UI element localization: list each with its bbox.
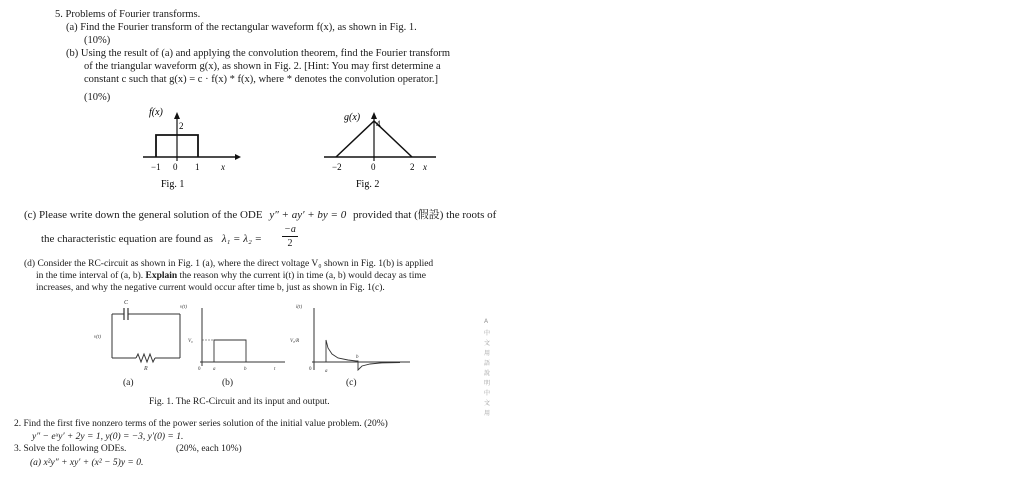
output-level: V₀/R [290,339,300,344]
problem5-b-text-2: of the triangular waveform g(x), as shown in Fig. 2. [Hint: You may first determine a [84,61,441,72]
input-ylabel: v(t) [180,305,187,310]
cap-label: C [124,300,129,306]
output-zero: 0 [309,367,312,372]
output-ylabel: i(t) [296,305,303,310]
fig1-height-label: 2 [179,121,184,131]
fig2-xlabel: x [423,162,427,172]
faint-margin-char: 用 [484,410,491,417]
fig2-tick-0: 0 [371,162,376,172]
input-t: t [274,367,276,372]
fig2-peak-label: 4 [376,119,381,129]
fig2-ylabel: g(x) [344,112,361,123]
subfig-c-label: (c) [346,378,357,388]
faint-margin-char: 中 [484,330,491,337]
faint-margin-char: A [484,318,489,325]
faint-margin-char: 語 [484,360,491,367]
input-v0: V₀ [188,339,193,344]
q3-a-equation: (a) x²y″ + xy′ + (x² − 5)y = 0. [30,458,144,468]
part-d-line2-pre: in the time interval of (a, b). [36,271,144,281]
faint-margin-char: 文 [484,340,491,347]
fig1-caption: Fig. 1 [161,179,185,190]
part-d-line3: increases, and why the negative current would occur after time b, just as shown in Fig. 1(c). [36,283,385,293]
problem5-b-text-1: (b) Using the result of (a) and applying the convolution theorem, find the Fourier transform [66,48,451,59]
input-b: b [244,367,247,372]
input-voltage-plot [180,305,285,372]
fig1-tick-0: 0 [173,162,178,172]
faint-margin-char: 中 [484,390,491,397]
fig2-caption: Fig. 2 [356,179,380,190]
problem5-heading: 5. Problems of Fourier transforms. [55,9,201,20]
resistor-zigzag [136,354,155,362]
part-c-line1 [24,209,496,222]
output-a: a [325,369,328,374]
fig1-ylabel: f(x) [149,107,163,118]
q3-points: (20%, each 10%) [176,444,242,454]
part-d-line1: (d) Consider the RC-circuit as shown in Fig. 1 (a), where the direct voltage V₀ shown in Fig. 1(b) is applied [24,259,434,269]
faint-margin-char: 文 [484,400,491,407]
resistor-label: R [144,366,148,372]
input-a: a [213,367,216,372]
subfig-b-label: (b) [222,378,234,388]
fig1-tick-1: 1 [195,162,200,172]
part-c-roots-intro: the characteristic equation are found as [41,233,213,245]
fig2-triangular-waveform [320,103,445,191]
rc-circuit-diagram [94,300,180,372]
fig2-tick-2: 2 [410,162,415,172]
part-c-condition: provided that (假設) the roots of [352,209,497,221]
part-c-roots: λ₁ = λ₂ = [221,233,262,245]
fig1-x-arrow [235,154,241,160]
circuit-caption: Fig. 1. The RC-Circuit and its input and output. [149,397,330,407]
part-c-ode: y″ + ay′ + by = 0 [269,209,347,221]
input-zero: 0 [198,367,201,372]
fig1-xlabel: x [221,162,225,172]
problem5-b-points: (10%) [84,92,111,103]
problem5-b-text-3: constant c such that g(x) = c · f(x) * f(x), where * denotes the convolution operator.] [84,74,439,85]
fig2-y-arrow [371,112,377,119]
q2-equation: y″ − eˣy′ + 2y = 1, y(0) = −3, y′(0) = 1. [32,432,184,442]
faint-margin-char: 說 [484,370,491,377]
subfig-a-label: (a) [123,378,134,388]
faint-margin-char: 明 [484,380,491,387]
part-c-numerator: −a [282,224,298,237]
part-d-line2-post: the reason why the current i(t) in time (a, b) would decay as time [179,271,426,281]
input-pulse-shape [202,340,246,362]
output-current-plot [290,305,410,374]
fig1-rectangular-waveform [135,103,245,191]
rc-circuit-figures [80,296,430,376]
part-c-intro: (c) Please write down the general solution of the ODE [24,209,263,221]
fig1-tick-minus1: −1 [151,162,161,172]
part-d-explain: Explain [145,271,178,281]
source-label: v(t) [94,335,101,340]
q3-text: 3. Solve the following ODEs. [14,444,127,454]
part-c-line2 [41,233,262,246]
fig1-y-arrow [174,112,180,119]
output-b: b [356,355,359,360]
fig2-tick-minus2: −2 [332,162,342,172]
faint-margin-char: 用 [484,350,491,357]
problem5-a-points: (10%) [84,35,111,46]
problem5-a-text: (a) Find the Fourier transform of the rectangular waveform f(x), as shown in Fig. 1. [66,22,417,33]
q2-text: 2. Find the first five nonzero terms of the power series solution of the initial value problem. (20%) [14,419,388,429]
part-c-denominator: 2 [287,238,293,249]
